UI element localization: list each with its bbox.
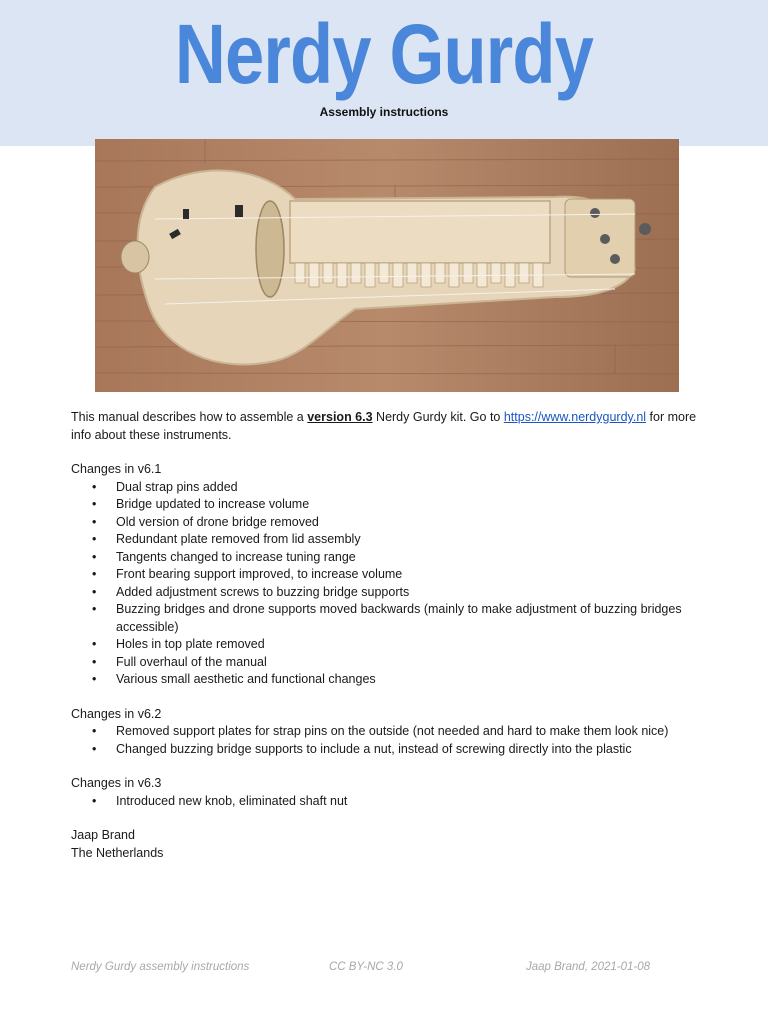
bullet: • [92, 514, 97, 529]
footer-license: CC BY-NC 3.0 [329, 961, 403, 973]
section-heading: Changes in v6.2 [71, 706, 162, 721]
list-item: • Old version of drone bridge removed [71, 514, 701, 532]
list-item: • Full overhaul of the manual [71, 654, 701, 672]
intro-before: This manual describes how to assemble a [71, 410, 308, 424]
section-heading: Changes in v6.1 [71, 462, 162, 476]
changes-list [71, 723, 701, 758]
bullet: • [92, 637, 97, 651]
list-item: • Tangents changed to increase tuning range [71, 549, 701, 567]
list-item: • Introduced new knob, eliminated shaft nut [71, 793, 701, 811]
bullet: • [92, 584, 97, 599]
changes-section-v62 [71, 706, 701, 759]
changes-section-v61 [71, 461, 701, 689]
author-block [71, 827, 701, 862]
bullet: • [92, 602, 97, 616]
bullet: • [92, 793, 97, 808]
changes-section-v63 [71, 775, 701, 810]
changes-list [71, 479, 701, 689]
hurdy-gurdy-photo [95, 139, 679, 392]
list-item: • Various small aesthetic and functional changes [71, 671, 701, 689]
list-item: • Changed buzzing bridge supports to include a nut, instead of screwing directly into the plastic [71, 741, 701, 759]
bullet: • [92, 479, 97, 494]
body-text [71, 409, 701, 862]
bullet: • [92, 549, 97, 564]
intro-paragraph [71, 409, 701, 444]
author-country: The Netherlands [71, 845, 164, 860]
list-item: • Redundant plate removed from lid assembly [71, 531, 701, 549]
list-item: • Holes in top plate removed [71, 636, 701, 654]
list-item: • Front bearing support improved, to increase volume [71, 566, 701, 584]
bullet: • [92, 532, 97, 546]
author-name: Jaap Brand [71, 828, 135, 842]
bullet: • [92, 741, 97, 756]
bullet: • [92, 567, 97, 581]
list-item: • Added adjustment screws to buzzing bridge supports [71, 584, 701, 602]
bullet: • [92, 724, 97, 738]
list-item: • Removed support plates for strap pins on the outside (not needed and hard to make them look nice) [71, 723, 701, 741]
bullet: • [92, 497, 97, 511]
list-item: • Buzzing bridges and drone supports moved backwards (mainly to make adjustment of buzzing bridges accessible) [92, 602, 682, 634]
intro-middle: Nerdy Gurdy kit. Go to [372, 410, 504, 424]
bullet: • [92, 672, 97, 686]
website-link[interactable]: https://www.nerdygurdy.nl [503, 410, 647, 424]
intro-after: for more info about these instruments. [71, 410, 697, 442]
page-subtitle: Assembly instructions [319, 105, 449, 119]
list-item: • Dual strap pins added [71, 479, 701, 497]
version-label: version 6.3 [307, 410, 373, 424]
page-title: Nerdy Gurdy [174, 7, 594, 101]
changes-list [71, 793, 701, 811]
footer-doc-title: Nerdy Gurdy assembly instructions [71, 961, 250, 973]
bullet: • [92, 654, 97, 669]
section-heading: Changes in v6.3 [71, 776, 162, 790]
list-item: • Bridge updated to increase volume [71, 496, 701, 514]
footer-author-date: Jaap Brand, 2021-01-08 [526, 961, 651, 973]
